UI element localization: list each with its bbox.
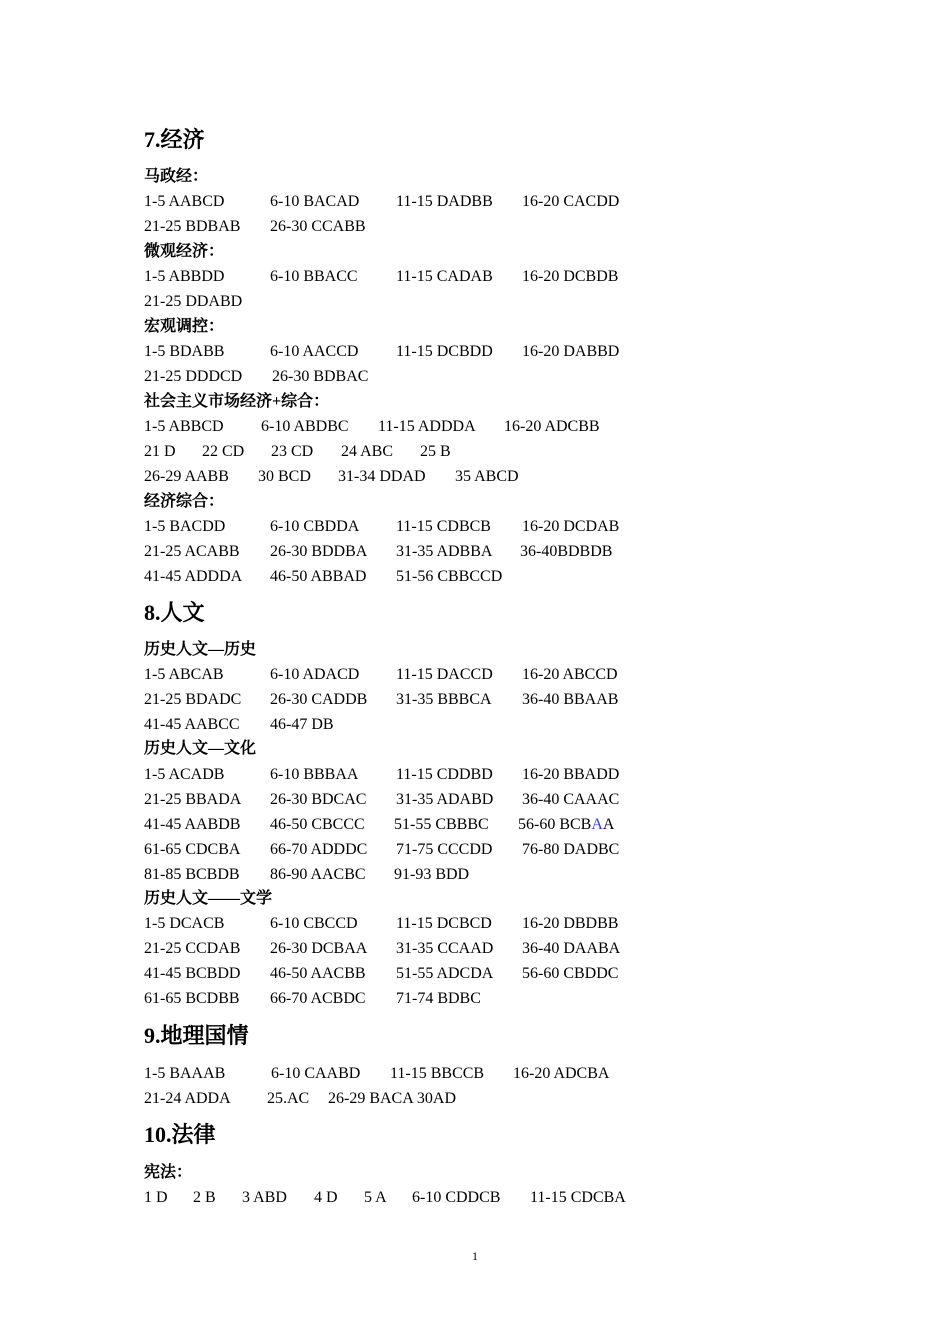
subsection-title: 经济综合： <box>144 493 225 510</box>
answer-range: 16-20 CACDD <box>522 193 620 210</box>
answer-range: 21-25 ACABB <box>144 543 240 560</box>
answer-range: 41-45 BCBDD <box>144 965 241 982</box>
answer-range: 21-25 BBADA <box>144 791 242 808</box>
answer-range: 16-20 ABCCD <box>522 666 618 683</box>
answer-range: 76-80 DADBC <box>522 841 620 858</box>
page-number: 1 <box>472 1249 478 1263</box>
answer-row <box>0 865 950 885</box>
answer-range: 91-93 BDD <box>394 866 470 883</box>
answer-row <box>0 367 950 387</box>
answer-range: 36-40 BBAAB <box>522 691 619 708</box>
answer-range: 1-5 AABCD <box>144 193 225 210</box>
section-heading: 8.人文 <box>144 600 205 625</box>
answer-range: 1-5 BDABB <box>144 343 225 360</box>
answer-range: 6-10 CBDDA <box>270 518 360 535</box>
answer-range: 46-47 DB <box>270 716 334 733</box>
answer-item: 25 B <box>420 443 451 460</box>
answer-range: 6-10 AACCD <box>270 343 359 360</box>
answer-range: 26-30 CADDB <box>270 691 368 708</box>
answer-range: 16-20 BBADD <box>522 766 620 783</box>
answer-range: 16-20 ADCBB <box>504 418 600 435</box>
answer-range: 11-15 BBCCB <box>390 1065 485 1082</box>
answer-range: 46-50 CBCCC <box>270 816 365 833</box>
subsection-title: 宪法： <box>144 1164 193 1181</box>
answer-range: 51-55 ADCDA <box>396 965 494 982</box>
section-heading: 7.经济 <box>144 127 205 152</box>
answer-item: 24 ABC <box>341 443 394 460</box>
subsection-title: 微观经济： <box>144 243 225 260</box>
highlighted-letter: A <box>591 816 603 833</box>
answer-range: 16-20 DBDBB <box>522 915 619 932</box>
subsection-title: 马政经： <box>144 168 209 185</box>
answer-row <box>0 989 950 1009</box>
answer-row <box>0 517 950 537</box>
answer-range: 11-15 DCBCD <box>396 915 492 932</box>
answer-range: 11-15 DCBDD <box>396 343 493 360</box>
answer-range: 1-5 ABCAB <box>144 666 224 683</box>
answer-range-text: A <box>602 816 615 833</box>
section-heading: 9.地理国情 <box>144 1023 249 1048</box>
answer-range: 11-15 CDDBD <box>396 766 493 783</box>
answer-row <box>0 690 950 710</box>
answer-range: 41-45 AABCC <box>144 716 240 733</box>
answer-range: 81-85 BCBDB <box>144 866 240 883</box>
answer-item: 35 ABCD <box>455 468 519 485</box>
subsection-title: 社会主义市场经济+综合： <box>144 393 330 410</box>
section-heading: 10.法律 <box>144 1122 216 1147</box>
answer-range: 26-30 BDCAC <box>270 791 367 808</box>
answer-range: 26-30 BDBAC <box>272 368 369 385</box>
answer-row <box>0 1188 950 1208</box>
answer-item: 23 CD <box>271 443 314 460</box>
answer-range: 1-5 DCACB <box>144 915 225 932</box>
answer-row <box>0 715 950 735</box>
answer-range: 26-30 BDDBA <box>270 543 368 560</box>
answer-range: 11-15 CDBCB <box>396 518 491 535</box>
answer-range: 21-25 DDABD <box>144 293 243 310</box>
answer-range: 71-75 CCCDD <box>396 841 493 858</box>
answer-range: 41-45 AABDB <box>144 816 241 833</box>
answer-range: 6-10 ADACD <box>270 666 360 683</box>
answer-row <box>0 192 950 212</box>
answer-range: 1-5 ACADB <box>144 766 225 783</box>
answer-range: 1-5 BACDD <box>144 518 226 535</box>
answer-range: 21-24 ADDA <box>144 1090 231 1107</box>
answer-range: 51-56 CBBCCD <box>396 568 503 585</box>
answer-range-text: 56-60 BCB <box>518 816 592 833</box>
subsection-title: 历史人文—文化 <box>144 740 257 757</box>
answer-range: 31-35 BBBCA <box>396 691 492 708</box>
answer-range: 36-40BDBDB <box>520 543 613 560</box>
answer-range: 41-45 ADDDA <box>144 568 243 585</box>
answer-range: 21-25 DDDCD <box>144 368 243 385</box>
answer-item: 22 CD <box>202 443 245 460</box>
answer-row <box>0 840 950 860</box>
answer-range: 1-5 ABBDD <box>144 268 225 285</box>
answer-row <box>0 815 950 835</box>
answer-range: 31-35 CCAAD <box>396 940 494 957</box>
answer-range: 51-55 CBBBC <box>394 816 489 833</box>
answer-range: 26-29 BACA 30AD <box>328 1090 457 1107</box>
answer-range: 6-10 CAABD <box>271 1065 361 1082</box>
answer-range: 11-15 DACCD <box>396 666 493 683</box>
answer-range: 16-20 DCDAB <box>522 518 620 535</box>
answer-item: 3 ABD <box>242 1189 287 1206</box>
answer-row <box>0 1064 950 1084</box>
answer-range: 31-35 ADABD <box>396 791 494 808</box>
answer-range: 6-10 CDDCB <box>412 1189 501 1206</box>
answer-range: 26-30 DCBAA <box>270 940 368 957</box>
answer-range: 11-15 DADBB <box>396 193 493 210</box>
answer-item: 4 D <box>314 1189 338 1206</box>
answer-row <box>0 442 950 462</box>
answer-range: 66-70 ACBDC <box>270 990 366 1007</box>
answer-row <box>0 665 950 685</box>
answer-range: 36-40 DAABA <box>522 940 621 957</box>
answer-row <box>0 267 950 287</box>
answer-item: 30 BCD <box>258 468 311 485</box>
answer-item: 1 D <box>144 1189 168 1206</box>
answer-row <box>0 914 950 934</box>
answer-row <box>0 1089 950 1109</box>
answer-range: 21-25 CCDAB <box>144 940 241 957</box>
answer-item: 2 B <box>193 1189 216 1206</box>
answer-range: 6-10 ABDBC <box>261 418 349 435</box>
answer-range: 46-50 AACBB <box>270 965 366 982</box>
answer-range: 6-10 BBBAA <box>270 766 359 783</box>
answer-range: 16-20 DABBD <box>522 343 620 360</box>
answer-row <box>0 217 950 237</box>
answer-range: 1-5 BAAAB <box>144 1065 226 1082</box>
answer-row <box>0 964 950 984</box>
answer-range: 31-34 DDAD <box>338 468 426 485</box>
answer-range: 61-65 BCDBB <box>144 990 240 1007</box>
answer-range: 6-10 BACAD <box>270 193 360 210</box>
answer-range: 11-15 ADDDA <box>378 418 476 435</box>
answer-range: 6-10 BBACC <box>270 268 358 285</box>
answer-range: 11-15 CDCBA <box>530 1189 626 1206</box>
answer-item: 5 A <box>364 1189 387 1206</box>
answer-range: 86-90 AACBC <box>270 866 366 883</box>
answer-range: 56-60 CBDDC <box>522 965 619 982</box>
answer-row <box>0 567 950 587</box>
answer-row <box>0 790 950 810</box>
answer-row <box>0 542 950 562</box>
answer-range: 11-15 CADAB <box>396 268 493 285</box>
answer-range: 26-29 AABB <box>144 468 229 485</box>
answer-range: 61-65 CDCBA <box>144 841 241 858</box>
answer-row <box>0 342 950 362</box>
answer-item: 21 D <box>144 443 176 460</box>
answer-range: 21-25 BDBAB <box>144 218 241 235</box>
answer-row <box>0 417 950 437</box>
subsection-title: 历史人文—历史 <box>144 641 257 658</box>
answer-range: 16-20 ADCBA <box>513 1065 610 1082</box>
answer-row <box>0 467 950 487</box>
answer-range: 1-5 ABBCD <box>144 418 224 435</box>
answer-row <box>0 765 950 785</box>
answer-range <box>518 815 614 835</box>
answer-range: 16-20 DCBDB <box>522 268 619 285</box>
answer-range: 26-30 CCABB <box>270 218 366 235</box>
answer-range: 6-10 CBCCD <box>270 915 358 932</box>
answer-range: 21-25 BDADC <box>144 691 242 708</box>
subsection-title: 历史人文——文学 <box>144 890 273 907</box>
answer-range: 46-50 ABBAD <box>270 568 367 585</box>
answer-item: 25.AC <box>267 1090 310 1107</box>
answer-row <box>0 292 950 312</box>
answer-row <box>0 939 950 959</box>
subsection-title: 宏观调控： <box>144 318 225 335</box>
answer-range: 71-74 BDBC <box>396 990 481 1007</box>
answer-range: 36-40 CAAAC <box>522 791 620 808</box>
answer-range: 66-70 ADDDC <box>270 841 368 858</box>
answer-range: 31-35 ADBBA <box>396 543 493 560</box>
